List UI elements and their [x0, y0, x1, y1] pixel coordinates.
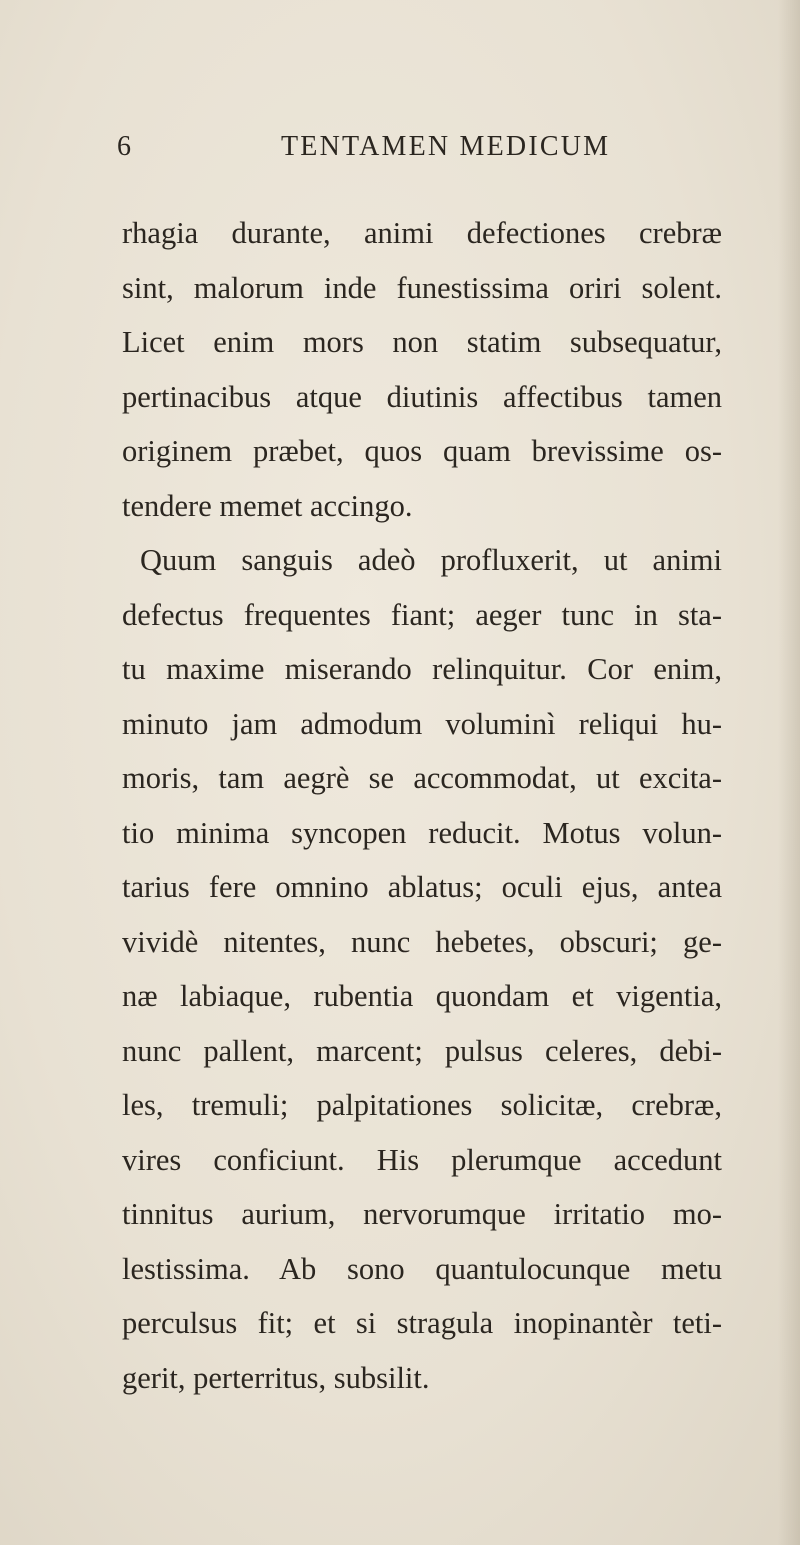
text-line: vires conficiunt. His plerumque accedunt: [122, 1142, 722, 1177]
text-line: tarius fere omnino ablatus; oculi ejus, antea: [122, 870, 722, 904]
text-line: gerit, perterritus, subsilit.: [122, 1360, 430, 1395]
text-line: perculsus fit; et si stragula inopinantèr teti-: [122, 1306, 722, 1340]
text-line: les, tremuli; palpitationes solicitæ, crebræ,: [122, 1088, 722, 1122]
text-line: lestissima. Ab sono quantulocunque metu: [122, 1251, 722, 1286]
text-line: Licet enim mors non statim subsequatur,: [122, 325, 722, 359]
text-line: tio minima syncopen reducit. Motus volun-: [122, 815, 722, 850]
text-line: tu maxime miserando relinquitur. Cor enim,: [122, 652, 722, 686]
page-number: 6: [117, 131, 132, 162]
text-line: moris, tam aegrè se accommodat, ut excita-: [122, 761, 722, 795]
text-line: tendere memet accingo.: [122, 488, 413, 523]
text-line: vividè nitentes, nunc hebetes, obscuri; ge-: [122, 924, 722, 959]
running-title: TENTAMEN MEDICUM: [281, 131, 611, 162]
text-line: rhagia durante, animi defectiones crebræ: [122, 216, 722, 250]
paragraph-first-line: Quum sanguis adeò profluxerit, ut animi: [140, 543, 722, 577]
text-line: nunc pallent, marcent; pulsus celeres, debi-: [122, 1033, 722, 1068]
text-line: næ labiaque, rubentia quondam et vigentia,: [122, 979, 722, 1013]
text-line: minuto jam admodum voluminì reliqui hu-: [122, 706, 722, 741]
text-line: tinnitus aurium, nervorumque irritatio mo-: [122, 1197, 722, 1231]
text-line: sint, malorum inde funestissima oriri solent.: [122, 270, 722, 305]
text-line: originem præbet, quos quam brevissime os-: [122, 434, 722, 468]
page-header: [0, 131, 800, 171]
text-line: defectus frequentes fiant; aeger tunc in sta-: [122, 597, 722, 632]
text-line: pertinacibus atque diutinis affectibus tamen: [122, 379, 722, 414]
page-edge-shadow: [778, 0, 800, 1545]
body-text: [122, 206, 722, 1405]
